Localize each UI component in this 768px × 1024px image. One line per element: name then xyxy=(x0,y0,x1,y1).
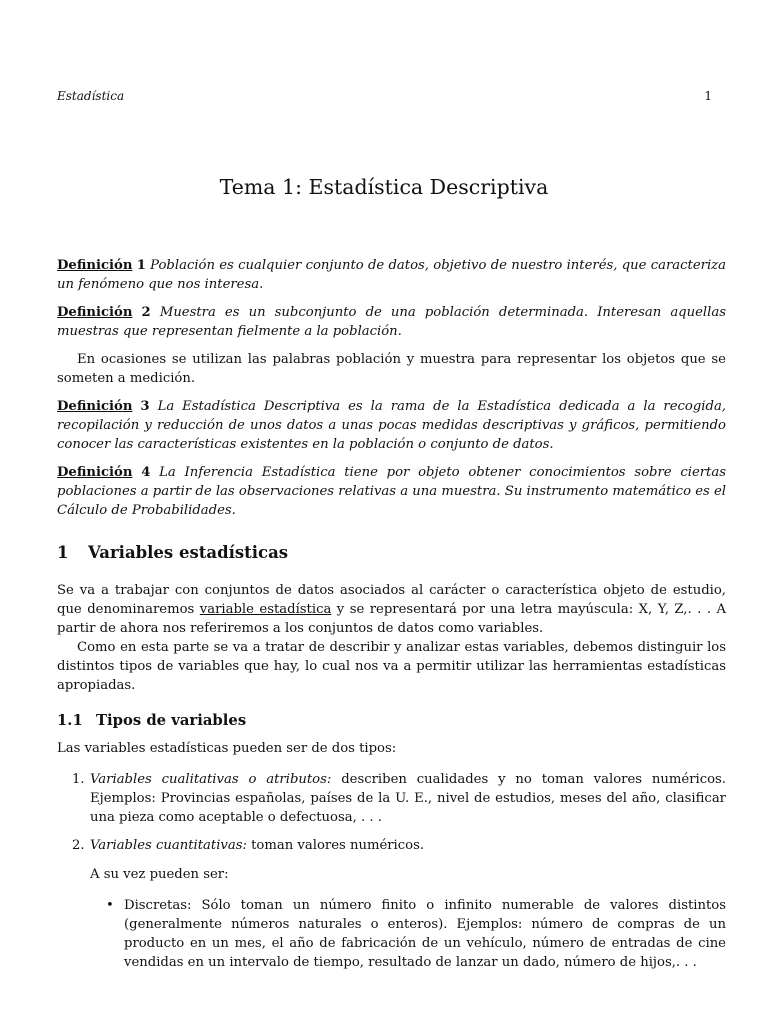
definition-number: 1 xyxy=(136,258,146,273)
list-term: Variables cuantitativas: xyxy=(90,838,247,853)
list-marker: 1. xyxy=(72,772,85,787)
definition-1 xyxy=(57,256,726,294)
subsection-heading xyxy=(57,711,726,731)
underlined-term: variable estadística xyxy=(199,602,332,617)
subsection-number: 1.1 xyxy=(57,712,83,729)
section-number: 1 xyxy=(57,543,69,562)
running-header xyxy=(57,88,712,104)
list-item xyxy=(57,770,726,827)
paragraph-text: Se va a trabajar con conjuntos de datos asociados al carácter o característica objeto de estudio, que denominaremos xyxy=(57,583,726,617)
definition-3 xyxy=(57,397,726,454)
definition-text: La Estadística Descriptiva es la rama de la Estadística dedicada a la recogida, recopilación y reducción de unos datos a unas pocas medidas descriptivas y gráficos, permitiendo conocer las características existentes en la población o conjunto de datos. xyxy=(57,399,726,452)
subsection-intro: Las variables estadísticas pueden ser de dos tipos: xyxy=(57,741,397,756)
list-text: toman valores numéricos. xyxy=(246,838,425,853)
list-term: Variables cualitativas o atributos: xyxy=(90,772,332,787)
definition-4 xyxy=(57,463,726,520)
list-item xyxy=(57,836,726,972)
definition-label: Definición xyxy=(57,399,133,414)
definition-label: Definición xyxy=(57,465,133,480)
definition-2 xyxy=(57,303,726,341)
list-subparagraph: A su vez pueden ser: xyxy=(90,867,229,882)
paragraph-text: y se representará por una letra mayúscula: X, Y, Z,. . . A partir de ahora nos referiremos a los conjuntos de datos como variables. xyxy=(57,602,727,636)
definition-number: 3 xyxy=(140,399,150,414)
paragraph-occasions: En ocasiones se utilizan las palabras población y muestra para representar los objetos que se someten a medición. xyxy=(57,352,726,386)
definition-number: 4 xyxy=(141,465,151,480)
definition-text: Muestra es un subconjunto de una población determinada. Interesan aquellas muestras que representan fielmente a la población. xyxy=(57,305,726,339)
bullet-icon: • xyxy=(106,898,114,913)
list-text: Discretas: Sólo toman un número finito o infinito numerable de valores distintos (generalmente números naturales o enteros). Ejemplos: número de compras de un producto en un mes, el año de fabricación de un vehículo, número de entradas de cine vendidas en un intervalo de tiempo, resultado de lanzar un dado, número de hijos,. . . xyxy=(124,898,726,970)
page-number: 1 xyxy=(704,89,712,103)
document-body xyxy=(57,256,726,981)
definition-text: Población es cualquier conjunto de datos, objetivo de nuestro interés, que caracteriza un fenómeno que nos interesa. xyxy=(57,258,726,292)
list-text: describen cualidades y no toman valores numéricos. Ejemplos: Provincias españolas, países de la U. E., nivel de estudios, meses del año, clasificar una pieza como aceptable o defectuosa, . . . xyxy=(90,772,726,825)
variable-types-list xyxy=(57,770,726,972)
definition-text: La Inferencia Estadística tiene por objeto obtener conocimientos sobre ciertas poblaciones a partir de las observaciones relativas a una muestra. Su instrumento matemático es el Cálculo de Probabilidades. xyxy=(57,465,726,518)
header-subject: Estadística xyxy=(57,89,125,103)
subsection-title: Tipos de variables xyxy=(96,712,247,729)
quantitative-kinds-list xyxy=(90,896,726,972)
section-heading xyxy=(57,542,726,564)
definition-label: Definición xyxy=(57,258,133,273)
definition-number: 2 xyxy=(141,305,151,320)
definition-label: Definición xyxy=(57,305,133,320)
list-marker: 2. xyxy=(72,838,85,853)
section-title: Variables estadísticas xyxy=(88,543,289,562)
section-paragraph-2: Como en esta parte se va a tratar de describir y analizar estas variables, debemos distinguir los distintos tipos de variables que hay, lo cual nos va a permitir utilizar las herramientas estadísticas apropiadas. xyxy=(57,640,726,693)
document-title: Tema 1: Estadística Descriptiva xyxy=(219,175,549,199)
list-item xyxy=(106,896,726,972)
section-paragraph-1 xyxy=(57,581,726,638)
